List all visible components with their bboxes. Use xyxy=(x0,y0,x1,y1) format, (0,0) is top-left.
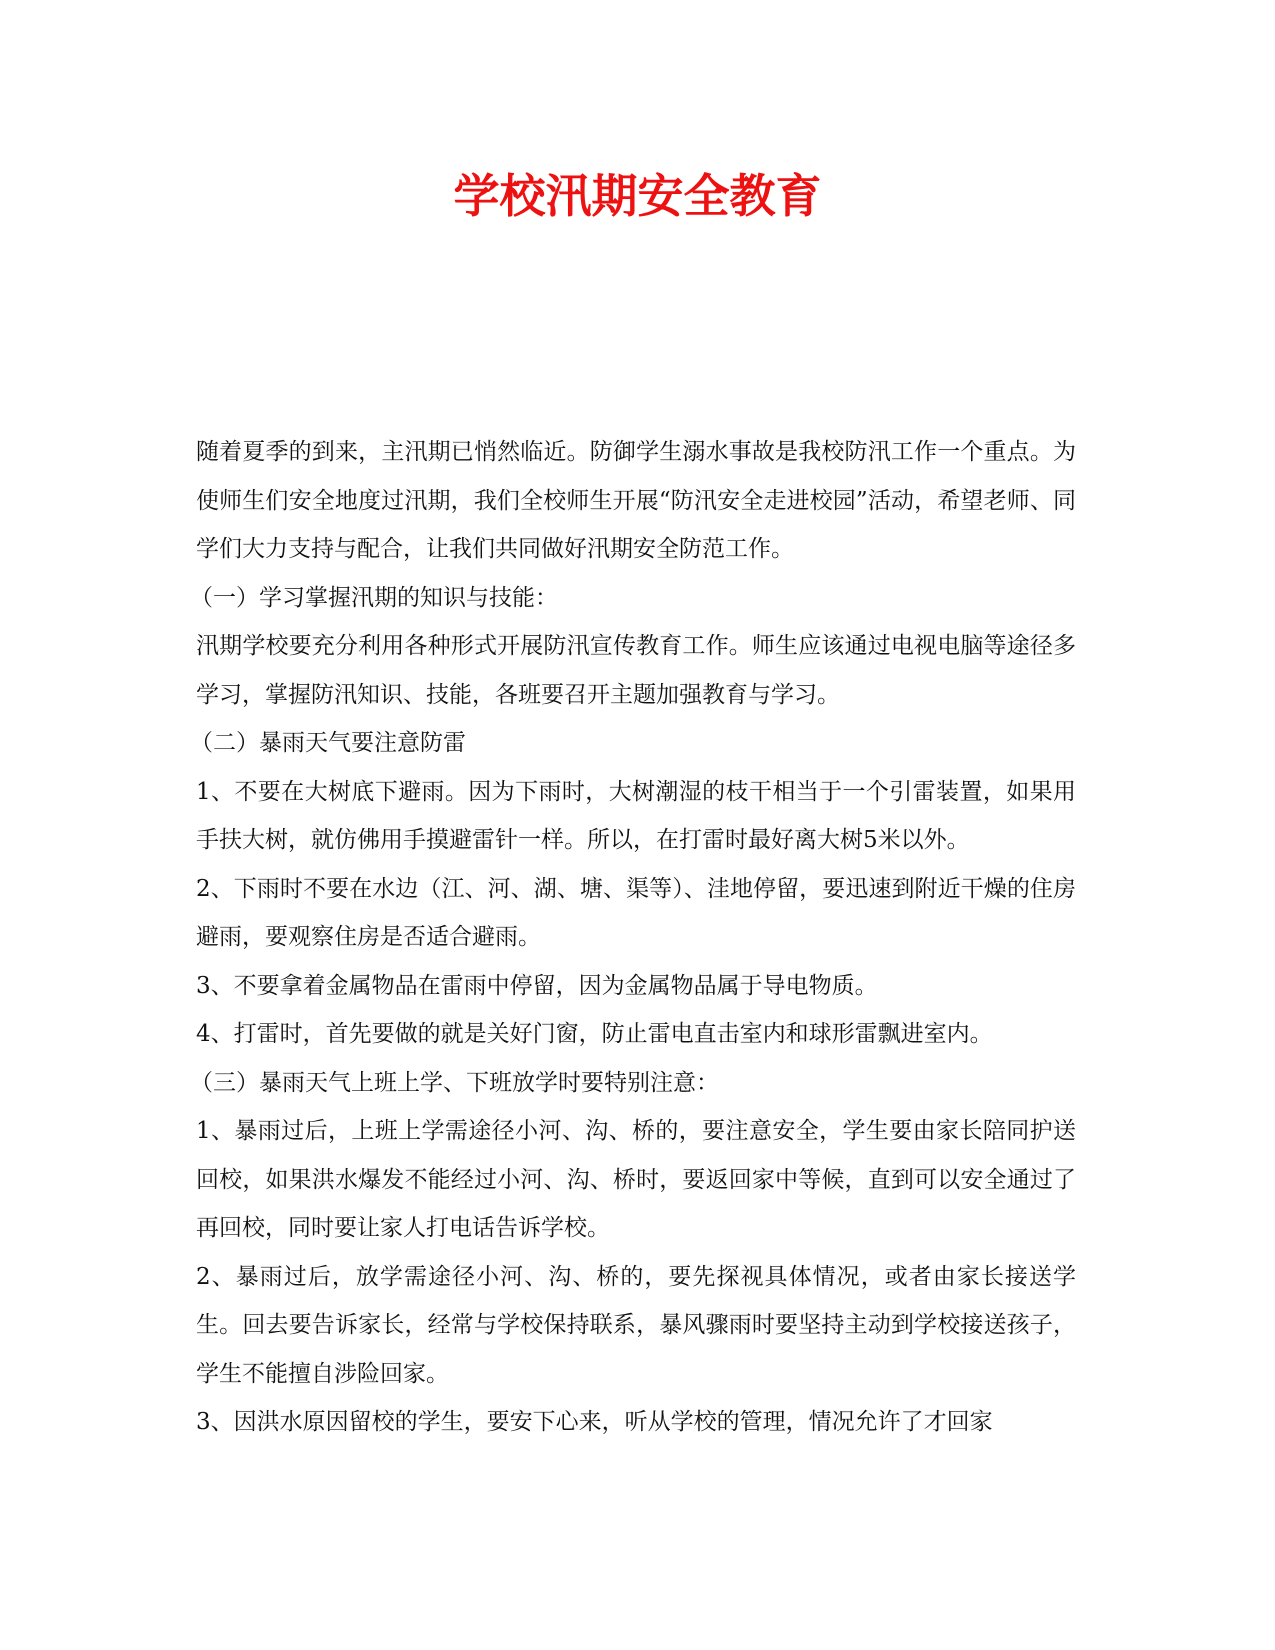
section-heading-2: （二）暴雨天气要注意防雷 xyxy=(190,730,466,756)
list-item-3-1: 1、暴雨过后，上班上学需途径小河、沟、桥的，要注意安全，学生要由家长陪同护送回校，如果洪水爆发不能经过小河、沟、桥时，要返回家中等候，直到可以安全通过了再回校，同时要让家人打电话告诉学校。 xyxy=(196,1118,1076,1241)
list-item-3-2: 2、暴雨过后，放学需途径小河、沟、桥的，要先探视具体情况，或者由家长接送学生。回去要告诉家长，经常与学校保持联系，暴风骤雨时要坚持主动到学校接送孩子，学生不能擅自涉险回家。 xyxy=(196,1263,1076,1387)
list-item-2-3: 3、不要拿着金属物品在雷雨中停留，因为金属物品属于导电物质。 xyxy=(196,972,878,999)
list-item-2-2: 2、下雨时不要在水边（江、河、湖、塘、渠等）、洼地停留，要迅速到附近干燥的住房避雨，要观察住房是否适合避雨。 xyxy=(196,875,1076,950)
paragraph-intro: 随着夏季的到来，主汛期已悄然临近。防御学生溺水事故是我校防汛工作一个重点。为使师生们安全地度过汛期，我们全校师生开展“防汛安全走进校园”活动，希望老师、同学们大力支持与配合，让我们共同做好汛期安全防范工作。 xyxy=(196,439,1076,562)
section-heading-3: （三）暴雨天气上班上学、下班放学时要特别注意： xyxy=(190,1069,719,1096)
section-heading-1: （一）学习掌握汛期的知识与技能： xyxy=(190,584,558,611)
list-item-2-1: 1、不要在大树底下避雨。因为下雨时，大树潮湿的枝干相当于一个引雷装置，如果用手扶大树，就仿佛用手摸避雷针一样。所以，在打雷时最好离大树5米以外。 xyxy=(196,778,1076,853)
paragraph-section-1: 汛期学校要充分利用各种形式开展防汛宣传教育工作。师生应该通过电视电脑等途径多学习，掌握防汛知识、技能，各班要召开主题加强教育与学习。 xyxy=(196,633,1076,708)
list-item-2-4: 4、打雷时，首先要做的就是关好门窗，防止雷电直击室内和球形雷飘进室内。 xyxy=(196,1021,993,1047)
document-body xyxy=(190,428,1076,1447)
document-title: 学校汛期安全教育 xyxy=(453,169,822,223)
list-item-3-3: 3、因洪水原因留校的学生，要安下心来，听从学校的管理，情况允许了才回家 xyxy=(196,1409,993,1435)
